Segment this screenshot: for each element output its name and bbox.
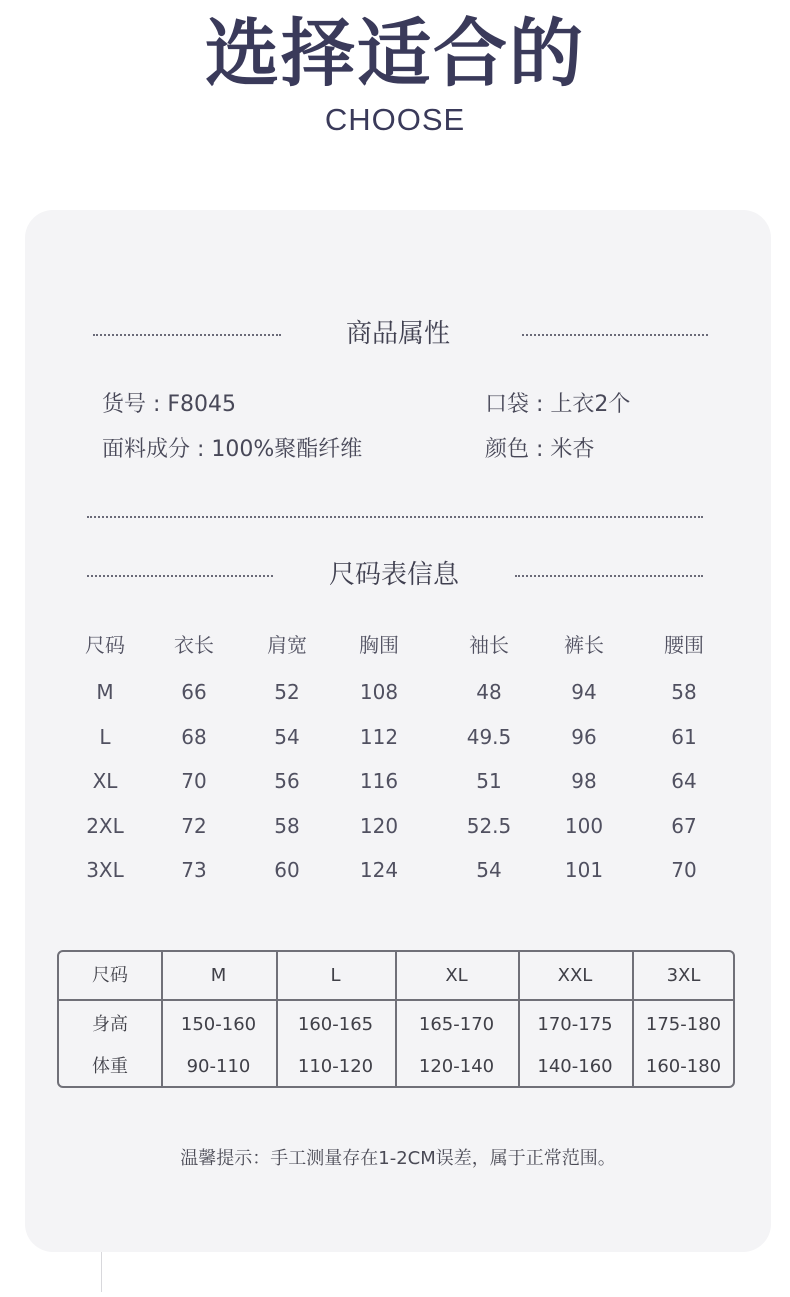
reference-weight-row-cell: 110-120 — [297, 1056, 374, 1077]
reference-height-row-cell: 175-180 — [645, 1014, 722, 1035]
table-cell: 72 — [181, 814, 207, 838]
table-cell: 60 — [274, 858, 300, 882]
reference-weight-row-cell: 体重 — [92, 1056, 128, 1077]
table-cell: 48 — [476, 680, 502, 704]
info-card — [25, 210, 771, 1252]
reference-weight-row-cell: 160-180 — [645, 1056, 722, 1077]
table-row — [25, 855, 771, 885]
table-cell: 112 — [359, 725, 399, 749]
reference-header-row-cell: M — [210, 965, 227, 986]
color-info: 颜色 : 米杏 — [485, 437, 595, 462]
table-cell: 67 — [671, 814, 697, 838]
page-title: 选择适合的 — [205, 11, 585, 97]
table-cell: 116 — [359, 769, 399, 793]
reference-header-row-cell: 3XL — [666, 965, 701, 986]
table-cell: 120 — [359, 814, 399, 838]
reference-header-row-cell: 尺码 — [92, 965, 128, 986]
table-row — [25, 766, 771, 796]
size-chart-heading-label: 尺码表信息 — [328, 560, 459, 590]
table-cell: 2XL — [86, 814, 124, 838]
table-cell: 52.5 — [466, 814, 512, 838]
attributes-heading-label: 商品属性 — [345, 319, 450, 349]
table-cell: 54 — [476, 858, 502, 882]
size-table-header — [25, 630, 771, 660]
table-cell: 96 — [571, 725, 597, 749]
table-cell: M — [96, 680, 114, 704]
table-cell: 51 — [476, 769, 502, 793]
table-cell: 49.5 — [466, 725, 512, 749]
table-cell: XL — [92, 769, 118, 793]
table-cell: 100 — [564, 814, 604, 838]
size-chart-heading — [25, 555, 771, 595]
reference-weight-row-cell: 120-140 — [418, 1056, 495, 1077]
reference-weight-row-cell: 90-110 — [186, 1056, 251, 1077]
column-header: 肩宽 — [267, 633, 307, 657]
dotted-rule-right — [515, 575, 703, 577]
table-cell: 58 — [274, 814, 300, 838]
column-header: 胸围 — [359, 633, 399, 657]
item-number: 货号 : F8045 — [102, 392, 237, 417]
column-header: 袖长 — [469, 633, 509, 657]
table-cell: 68 — [181, 725, 207, 749]
table-row — [25, 677, 771, 707]
section-divider — [87, 516, 703, 518]
table-cell: 98 — [571, 769, 597, 793]
table-cell: L — [99, 725, 111, 749]
table-row — [25, 811, 771, 841]
table-cell: 56 — [274, 769, 300, 793]
table-cell: 64 — [671, 769, 697, 793]
table-cell: 73 — [181, 858, 207, 882]
reference-height-row-cell: 170-175 — [537, 1014, 613, 1035]
table-cell: 52 — [274, 680, 300, 704]
attributes-heading — [25, 314, 771, 354]
table-cell: 3XL — [86, 858, 124, 882]
pocket-info: 口袋 : 上衣2个 — [485, 392, 631, 417]
page-subtitle: CHOOSE — [324, 102, 466, 137]
table-cell: 70 — [671, 858, 697, 882]
table-cell: 66 — [181, 680, 207, 704]
reference-height-row-cell: 160-165 — [297, 1014, 374, 1035]
reference-height-row-cell: 150-160 — [180, 1014, 257, 1035]
table-row — [25, 722, 771, 752]
table-cell: 124 — [359, 858, 399, 882]
decorative-line — [101, 1252, 102, 1292]
table-cell: 58 — [671, 680, 697, 704]
table-cell: 101 — [564, 858, 604, 882]
column-header: 衣长 — [174, 633, 214, 657]
reference-height-row-cell: 165-170 — [418, 1014, 495, 1035]
column-header: 尺码 — [85, 633, 125, 657]
table-cell: 108 — [359, 680, 399, 704]
table-cell: 94 — [571, 680, 597, 704]
height-weight-table — [57, 950, 735, 1088]
fabric-info: 面料成分 : 100%聚酯纤维 — [102, 437, 363, 462]
table-cell: 54 — [274, 725, 300, 749]
reference-height-row-cell: 身高 — [92, 1014, 128, 1035]
measurement-tip: 温馨提示：手工测量存在1-2CM误差，属于正常范围。 — [180, 1148, 616, 1169]
table-divider — [59, 999, 733, 1001]
reference-header-row-cell: XL — [445, 965, 468, 986]
reference-weight-row-cell: 140-160 — [537, 1056, 613, 1077]
column-header: 裤长 — [564, 633, 604, 657]
table-cell: 70 — [181, 769, 207, 793]
table-cell: 61 — [671, 725, 697, 749]
column-header: 腰围 — [664, 633, 704, 657]
reference-header-row-cell: XXL — [557, 965, 593, 986]
reference-header-row-cell: L — [330, 965, 341, 986]
dotted-rule-right — [522, 334, 708, 336]
